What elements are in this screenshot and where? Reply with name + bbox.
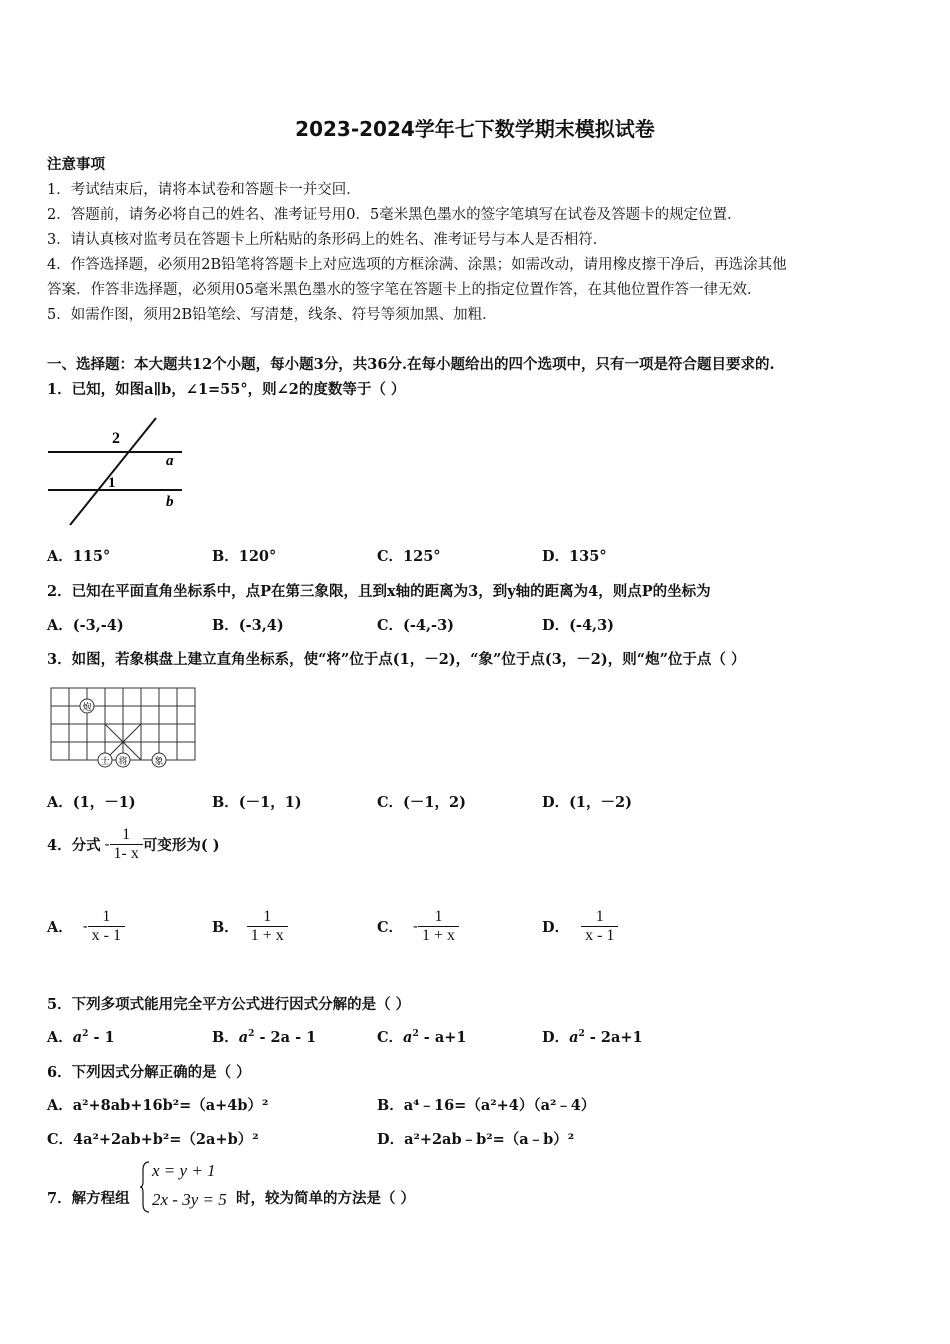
option-c (377, 908, 459, 945)
option-d: D．(1，－2) (542, 794, 632, 811)
option-label: B． (212, 1029, 239, 1046)
page-title: 2023-2024学年七下数学期末模拟试卷 (295, 117, 655, 141)
denominator: 1 + x (247, 926, 288, 945)
general-label: 将 (118, 757, 128, 767)
denominator: 1- x (110, 844, 143, 863)
var-a: a (403, 1029, 413, 1046)
question-6-stem: 6．下列因式分解正确的是（ ） (47, 1064, 251, 1081)
question-3-stem: 3．如图，若象棋盘上建立直角坐标系，使“将”位于点(1，－2)，“象”位于点(3，－2)，则“炮”位于点（ ） (47, 651, 746, 668)
option-d: D．135° (542, 548, 607, 565)
option-a (47, 908, 125, 945)
option-b: B．120° (212, 548, 277, 565)
option-b (212, 1026, 316, 1047)
option-label: D． (542, 919, 570, 936)
q4-prefix: 4．分式 (47, 837, 101, 854)
numerator: 1 (434, 908, 443, 925)
equation-2: 2x - 3y = 5 (152, 1190, 227, 1209)
option-d (542, 1026, 643, 1047)
expr-rest: - 2a - 1 (254, 1029, 317, 1046)
numerator: 1 (102, 908, 111, 925)
option-label: D． (542, 1029, 570, 1046)
var-a: a (238, 1029, 249, 1046)
exponent: 2 (412, 1029, 419, 1040)
option-c: C．4a²+2ab+b²=（2a+b）² (47, 1131, 259, 1148)
denominator: 1 + x (418, 926, 459, 945)
expr-rest: - 2a+1 (584, 1029, 643, 1046)
equation-1: x = y + 1 (152, 1161, 216, 1180)
expr-rest: - a+1 (418, 1029, 467, 1046)
fraction (247, 908, 288, 945)
option-a (47, 1026, 115, 1047)
q7-prefix: 7．解方程组 (47, 1190, 130, 1207)
option-c: C．125° (377, 548, 441, 565)
exponent: 2 (248, 1029, 255, 1040)
fraction (581, 908, 618, 945)
q4-suffix: 可变形为( ) (142, 837, 220, 854)
minus-sign: - (413, 918, 418, 935)
parallel-lines-figure (44, 415, 189, 530)
minus-sign: - (104, 836, 110, 853)
option-b: B．(-3,4) (212, 617, 284, 634)
notice-heading: 注意事项 (47, 156, 105, 173)
notice-item: 4．作答选择题，必须用2B铅笔将答题卡上对应选项的方框涂满、涂黑；如需改动，请用橡皮擦干净后，再选涂其他 (47, 257, 787, 273)
fraction (88, 908, 125, 945)
notice-item: 1．考试结束后，请将本试卷和答题卡一并交回． (47, 182, 361, 198)
option-label: A． (47, 919, 73, 936)
notice-item: 5．如需作图，须用2B铅笔绘、写清楚，线条、符号等须加黑、加粗． (47, 307, 497, 323)
elephant-piece (152, 753, 166, 767)
notice-item: 3．请认真核对监考员在答题卡上所粘贴的条形码上的姓名、准考证号与本人是否相符． (47, 232, 608, 248)
option-d (542, 908, 618, 945)
fraction (418, 908, 459, 945)
section-heading: 一、选择题：本大题共12个小题，每小题3分，共36分.在每小题给出的四个选项中，只有一项是符合题目要求的. (47, 356, 775, 373)
numerator: 1 (122, 826, 131, 843)
var-a: a (72, 1029, 83, 1046)
cannon-label: 炮 (82, 703, 92, 713)
numerator: 1 (263, 908, 272, 925)
option-label: C． (377, 919, 404, 936)
angle-2-label: 2 (112, 430, 120, 447)
option-d: D．a²+2ab﹣b²=（a﹣b）² (377, 1131, 575, 1148)
option-a: A．a²+8ab+16b²=（a+4b）² (47, 1097, 269, 1114)
exponent: 2 (578, 1029, 585, 1040)
option-a: A．115° (47, 548, 111, 565)
option-label: B． (212, 919, 239, 936)
option-c: C．(－1，2) (377, 794, 466, 811)
exponent: 2 (82, 1029, 89, 1040)
option-b: B．a⁴﹣16=（a²+4）（a²﹣4） (377, 1097, 596, 1114)
line-a-label: a (166, 453, 174, 469)
option-b: B．(－1，1) (212, 794, 302, 811)
general-piece (116, 753, 130, 767)
elephant-label: 象 (154, 757, 164, 767)
notice-item: 2．答题前，请务必将自己的姓名、准考证号用0．5毫米黑色墨水的签字笔填写在试卷及答题卡的规定位置． (47, 207, 742, 223)
question-4-stem (47, 826, 220, 863)
cannon-piece (80, 699, 94, 713)
option-label: A． (47, 1029, 73, 1046)
option-a: A．(1，－1) (47, 794, 136, 811)
brace-icon (139, 1160, 151, 1214)
option-a: A．(-3,-4) (47, 617, 124, 634)
var-a: a (569, 1029, 579, 1046)
option-b (212, 908, 288, 945)
question-1-stem: 1．已知，如图a∥b，∠1=55°，则∠2的度数等于（ ） (47, 381, 406, 398)
q7-suffix: 时，较为简单的方法是（ ） (236, 1190, 416, 1207)
numerator: 1 (595, 908, 604, 925)
denominator: x - 1 (88, 926, 125, 945)
option-c: C．(-4,-3) (377, 617, 455, 634)
notice-item: 答案．作答非选择题，必须用05毫米黑色墨水的签字笔在答题卡上的指定位置作答，在其他位置作答一律无效． (47, 282, 762, 298)
option-label: C． (377, 1029, 404, 1046)
question-5-stem: 5．下列多项式能用完全平方公式进行因式分解的是（ ） (47, 996, 411, 1013)
minus-sign: - (82, 918, 88, 935)
chessboard-figure (48, 686, 200, 770)
fraction (110, 826, 143, 863)
option-d: D．(-4,3) (542, 617, 615, 634)
option-c (377, 1026, 466, 1047)
advisor-label: 士 (100, 757, 110, 767)
denominator: x - 1 (581, 926, 618, 945)
line-b-label: b (166, 494, 174, 510)
expr-rest: - 1 (88, 1029, 115, 1046)
question-2-stem: 2．已知在平面直角坐标系中，点P在第三象限，且到x轴的距离为3，到y轴的距离为4，则点P的坐标为 (47, 583, 711, 600)
advisor-piece (98, 753, 112, 767)
angle-1-label: 1 (108, 475, 116, 491)
